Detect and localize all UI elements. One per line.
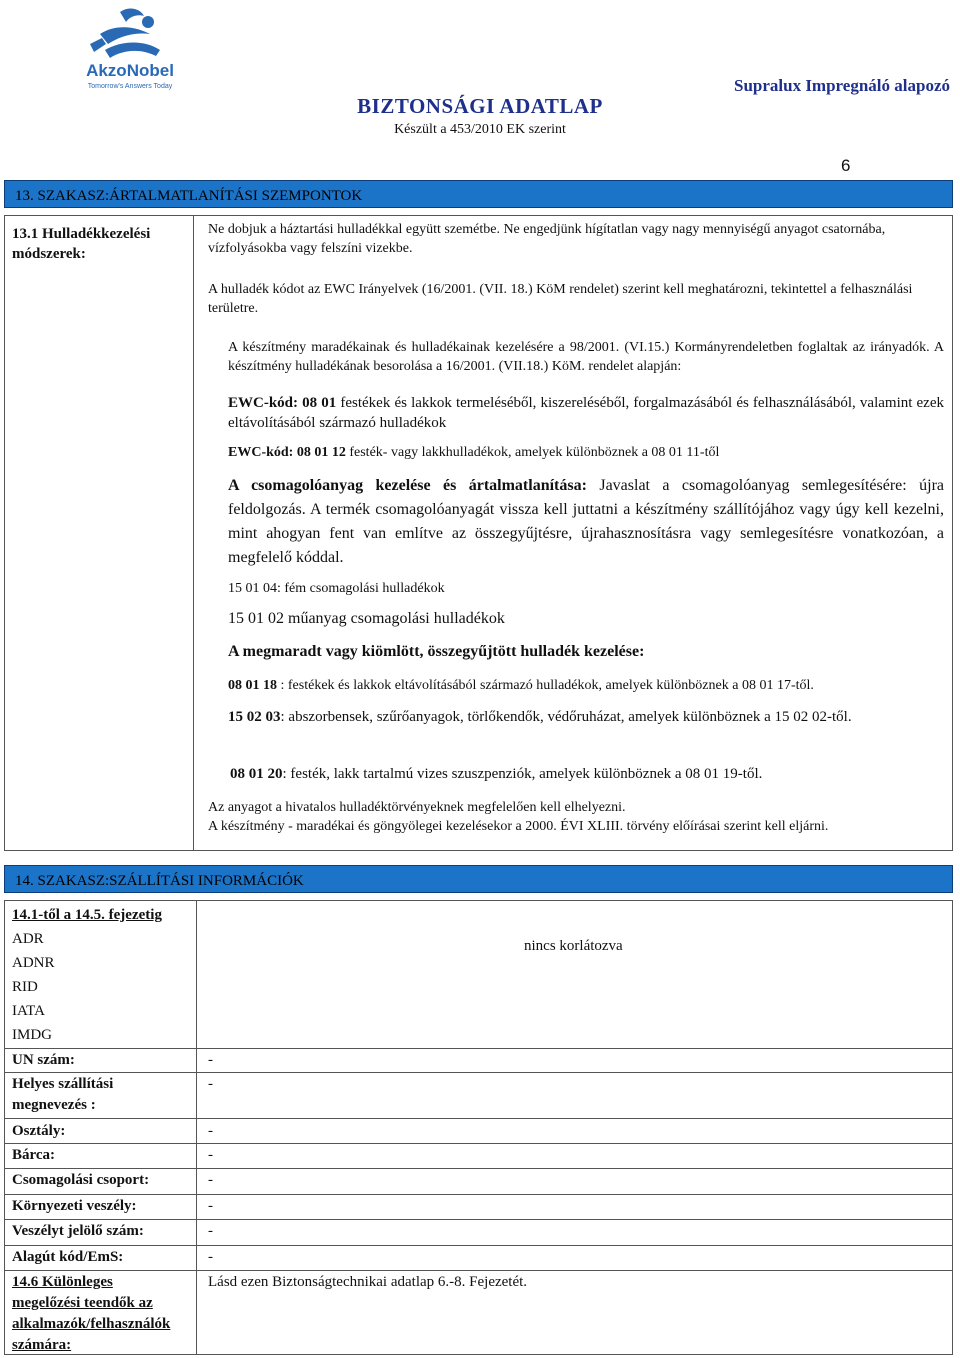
code-line-4 [228, 706, 944, 728]
environmental-hazard-value: - [208, 1198, 213, 1214]
document-subtitle: Készült a 453/2010 EK szerint [394, 122, 566, 137]
paragraph-1: Ne dobjuk a háztartási hulladékkal együtt szemétbe. Ne engedjünk hígítatlan vagy nagy mennyiségű anyagot csatornába, vízfolyásokba vagy felszíni vizekbe. [208, 222, 886, 256]
un-number-label: UN szám: [12, 1052, 75, 1068]
row-divider [4, 1048, 953, 1049]
tunnel-code-value: - [208, 1249, 213, 1265]
tunnel-code-label: Alagút kód/EmS: [12, 1249, 124, 1265]
code-number: 15 01 02 [228, 610, 284, 627]
logo-figure-icon [60, 4, 200, 94]
svg-text:AkzoNobel: AkzoNobel [86, 61, 174, 80]
environmental-hazard-label: Környezeti veszély: [12, 1198, 137, 1214]
code-text: műanyag csomagolási hulladékok [284, 610, 505, 627]
section14-divider [196, 900, 197, 1355]
packaging-title: A csomagolóanyag kezelése és ártalmatlanítása: [228, 477, 587, 494]
section13-heading: 13. SZAKASZ:ÁRTALMATLANÍTÁSI SZEMPONTOK [4, 180, 953, 208]
hazard-id-value: - [208, 1223, 213, 1239]
section13-label [12, 224, 187, 264]
code-number: 08 01 18 [228, 678, 277, 693]
chapter-label-text: 14.1-től a 14.5. fejezetig [12, 907, 162, 923]
ewc-code-2 [228, 443, 944, 462]
packing-group-label: Csomagolási csoport: [12, 1172, 150, 1188]
section14-heading: 14. SZAKASZ:SZÁLLÍTÁSI INFORMÁCIÓK [4, 865, 953, 893]
class-label: Osztály: [12, 1123, 66, 1139]
svg-text:Tomorrow's Answers Today: Tomorrow's Answers Today [87, 83, 173, 90]
row-divider [4, 1219, 953, 1220]
code-text: : festék, lakk tartalmú vizes szuszpenziók, amelyek különböznek a 08 01 19-től. [282, 766, 763, 782]
chapter-label [12, 903, 162, 927]
row-divider [4, 1072, 953, 1073]
ewc-code-text: festék- vagy lakkhulladékok, amelyek különböznek a 08 01 11-től [345, 445, 720, 460]
modes-value: nincs korlátozva [524, 938, 623, 954]
final-note-1: Az anyagot a hivatalos hulladéktörvényeknek megfelelően kell elhelyezni. [208, 800, 626, 815]
label-line: Helyes szállítási [12, 1076, 114, 1092]
label-line: számára: [12, 1337, 72, 1353]
code-number: 15 02 03 [228, 709, 281, 725]
code-line-3 [228, 676, 944, 695]
mode-iata: IATA [12, 1003, 45, 1019]
ewc-code-text: festékek és lakkok termeléséből, kiszereléséből, forgalmazásából és felhasználásából, valamint ezek eltávolításából származó hulladékok [228, 395, 944, 431]
code-text: : festékek és lakkok eltávolításából származó hulladékok, amelyek különböznek a 08 01 17-től. [277, 678, 814, 693]
code-text: : abszorbensek, szűrőanyagok, törlőkendők, védőruházat, amelyek különböznek a 15 02 02-től. [280, 709, 852, 725]
label-line: 13.1 Hulladékkezelési [12, 226, 151, 242]
remaining-waste-title: A megmaradt vagy kiömlött, összegyűjtött hulladék kezelése: [228, 643, 645, 660]
code-line-2 [228, 607, 944, 631]
row-divider [4, 1245, 953, 1246]
label-line: módszerek: [12, 246, 86, 262]
un-number-value: - [208, 1052, 213, 1068]
special-precautions-label [12, 1272, 170, 1356]
ewc-code-label: EWC-kód: 08 01 [228, 395, 337, 411]
paragraph-2: A hulladék kódot az EWC Irányelvek (16/2001. (VII. 18.) KöM rendelet) szerint kell meghatározni, tekintettel a felhasználási területre. [208, 282, 913, 316]
code-number: 08 01 20 [230, 766, 283, 782]
code-line-1 [228, 579, 944, 598]
shipping-name-value: - [208, 1076, 213, 1092]
code-number: 15 01 04 [228, 581, 277, 596]
packaging-text: Javaslat a csomagolóanyag semlegesítésére: újra feldolgozás. A termék csomagolóanyagát vissza kell juttatni a készítmény szállítójához vagy úgy kell kezelni, mint ahogyan fent van említve az összegyűjtésre, újrahasznosításra vagy semlegesítésre vonatkozóan, a megfelelő kóddal. [228, 477, 944, 566]
paragraph-3: A készítmény maradékainak és hulladékainak kezelésére a 98/2001. (VI.15.) Kormányrendeletben foglaltak az irányadók. A készítmény hulladékának besorolása a 16/2001. (VII.18.) KöM. rendelet alapján: [228, 340, 944, 374]
section13-divider [193, 215, 194, 851]
label-value: - [208, 1147, 213, 1163]
mode-imdg: IMDG [12, 1027, 52, 1043]
packaging-paragraph [228, 474, 944, 570]
akzonobel-logo [60, 4, 200, 94]
packing-group-value: - [208, 1172, 213, 1188]
ewc-code-1 [228, 393, 944, 433]
ewc-code-label: EWC-kód: 08 01 12 [228, 445, 346, 460]
row-divider [4, 1118, 953, 1119]
label-label: Bárca: [12, 1147, 56, 1163]
code-text: : fém csomagolási hulladékok [277, 581, 445, 596]
code-line-5 [230, 763, 946, 785]
row-divider [4, 1143, 953, 1144]
page-number: 6 [841, 156, 851, 175]
class-value: - [208, 1123, 213, 1139]
mode-rid: RID [12, 979, 38, 995]
product-name: Supralux Impregnáló alapozó [733, 76, 950, 95]
shipping-name-label [12, 1074, 113, 1116]
label-line: megelőzési teendők az [12, 1295, 153, 1311]
final-note-2: A készítmény - maradékai és göngyölegei kezelésekor a 2000. ÉVI XLIII. törvény előírásai szerint kell eljárni. [208, 819, 829, 834]
label-line: alkalmazók/felhasználók [12, 1316, 171, 1332]
row-divider [4, 1194, 953, 1195]
hazard-id-label: Veszélyt jelölő szám: [12, 1223, 144, 1239]
label-line: 14.6 Különleges [12, 1274, 113, 1290]
mode-adnr: ADNR [12, 955, 55, 971]
mode-adr: ADR [12, 931, 44, 947]
label-line: megnevezés : [12, 1097, 96, 1113]
special-precautions-value: Lásd ezen Biztonságtechnikai adatlap 6.-8. Fejezetét. [208, 1274, 528, 1290]
document-title: BIZTONSÁGI ADATLAP [357, 94, 603, 118]
